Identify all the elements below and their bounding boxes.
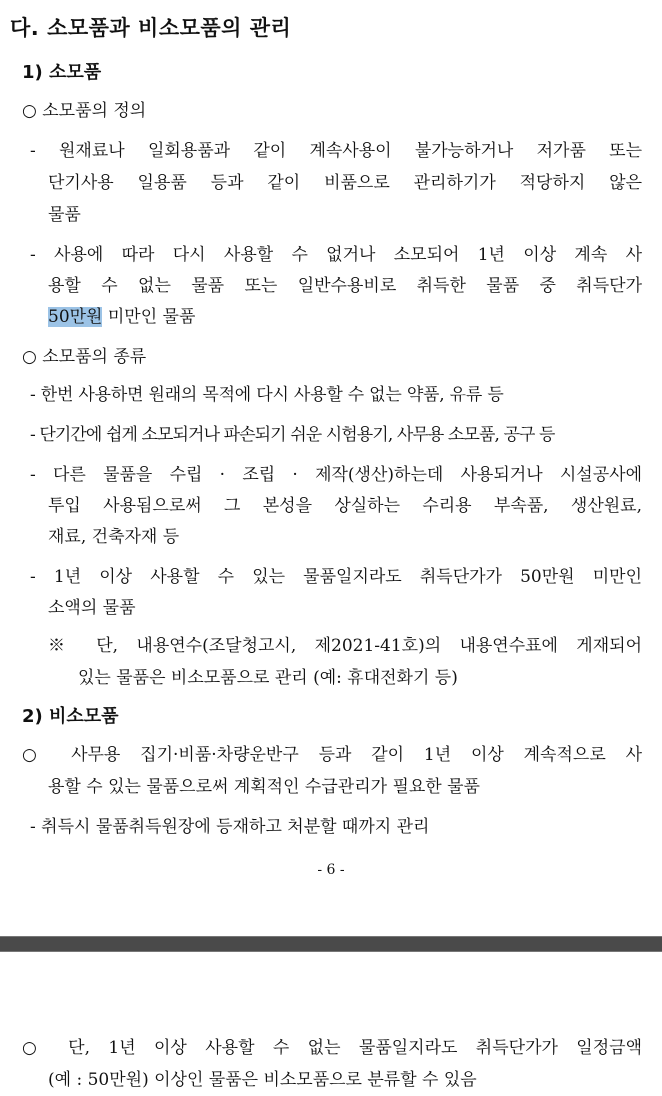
- section-title: 다. 소모품과 비소모품의 관리: [10, 16, 292, 40]
- kinds-item-3-line-2: 투입 사용됨으로써 그 본성을 상실하는 수리용 부속품, 생산원료,: [48, 496, 642, 516]
- next-page-item-line-2: (예 : 50만원) 이상인 물품은 비소모품으로 분류할 수 있음: [48, 1070, 477, 1090]
- page-number: - 6 -: [317, 862, 345, 878]
- nonconsumables-item-1-line-2: 용할 수 있는 물품으로써 계획적인 수급관리가 필요한 물품: [48, 777, 480, 797]
- subsection-title-consumables: 1) 소모품: [22, 62, 102, 83]
- page-break-divider: [0, 936, 662, 952]
- definition-item-1-line-3: 물품: [48, 205, 81, 225]
- kinds-heading: ○ 소모품의 종류: [22, 347, 147, 367]
- kinds-item-1: - 한번 사용하면 원래의 목적에 다시 사용할 수 없는 약품, 유류 등: [30, 385, 504, 405]
- definition-heading: ○ 소모품의 정의: [22, 101, 147, 121]
- note-line-2: 있는 물품은 비소모품으로 관리 (예: 휴대전화기 등): [78, 668, 458, 688]
- kinds-item-2: - 단기간에 쉽게 소모되거나 파손되기 쉬운 시험용기, 사무용 소모품, 공구 등: [30, 425, 555, 445]
- note-line-1: ※ 단, 내용연수(조달청고시, 제2021-41호)의 내용연수표에 게재되어: [48, 636, 642, 656]
- definition-item-2-line-2: 용할 수 없는 물품 또는 일반수용비로 취득한 물품 중 취득단가: [48, 276, 642, 296]
- nonconsumables-item-2: - 취득시 물품취득원장에 등재하고 처분할 때까지 관리: [30, 817, 430, 837]
- definition-item-1-line-2: 단기사용 일용품 등과 같이 비품으로 관리하기가 적당하지 않은: [48, 173, 642, 193]
- subsection-title-nonconsumables: 2) 비소모품: [22, 706, 119, 727]
- definition-item-2-line-1: - 사용에 따라 다시 사용할 수 없거나 소모되어 1년 이상 계속 사: [30, 245, 642, 265]
- kinds-item-4-line-1: - 1년 이상 사용할 수 있는 물품일지라도 취득단가가 50만원 미만인: [30, 567, 642, 587]
- definition-item-1-line-1: - 원재료나 일회용품과 같이 계속사용이 불가능하거나 저가품 또는: [30, 141, 642, 161]
- kinds-item-3-line-3: 재료, 건축자재 등: [48, 527, 180, 547]
- highlighted-amount: 50만원: [48, 307, 103, 327]
- definition-item-2-line-3-rest: 미만인 물품: [102, 307, 196, 327]
- nonconsumables-item-1-line-1: ○ 사무용 집기·비품·차량운반구 등과 같이 1년 이상 계속적으로 사: [22, 745, 642, 765]
- definition-item-2-line-3: [48, 302, 195, 327]
- next-page-item-line-1: ○ 단, 1년 이상 사용할 수 없는 물품일지라도 취득단가가 일정금액: [22, 1038, 642, 1058]
- kinds-item-4-line-2: 소액의 물품: [48, 598, 136, 618]
- kinds-item-3-line-1: - 다른 물품을 수립 · 조립 · 제작(생산)하는데 사용되거나 시설공사에: [30, 465, 642, 485]
